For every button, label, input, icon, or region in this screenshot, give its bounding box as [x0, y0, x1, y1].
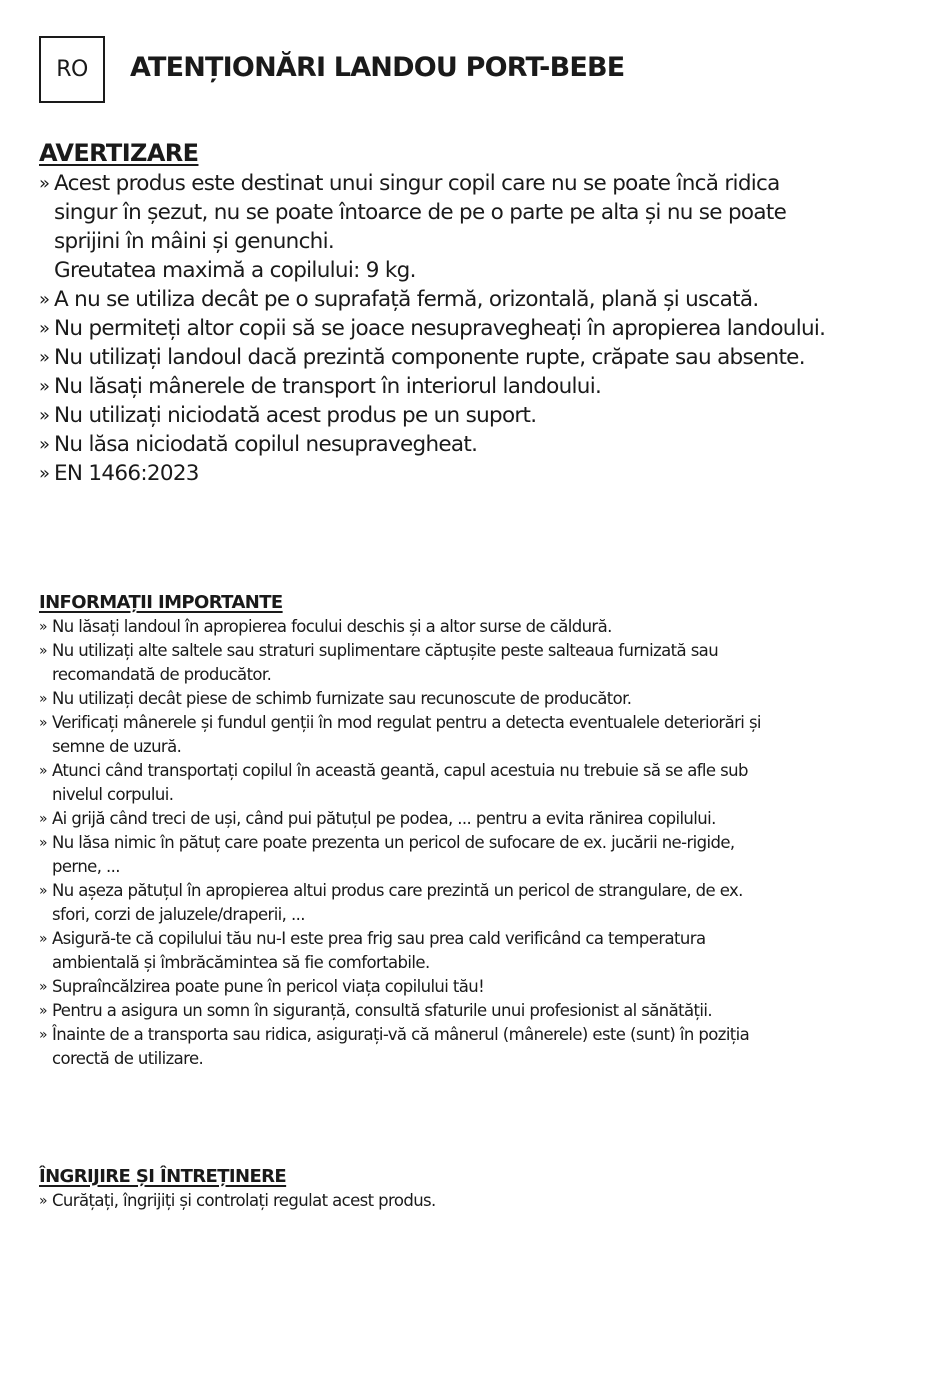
list-item-text-line: Nu lăsa nimic în pătuț care poate prezenta un pericol de sufocare de ex. jucării ne-rigide,	[52, 833, 735, 852]
list-item-text-line: singur în șezut, nu se poate întoarce de pe o parte pe alta și nu se poate	[54, 200, 787, 225]
warning-heading: AVERTIZARE	[39, 139, 199, 167]
bullet-marker: »	[39, 463, 50, 484]
bullet-marker: »	[39, 979, 47, 995]
list-item-text-line: Supraîncălzirea poate pune în pericol viața copilului tău!	[52, 977, 485, 996]
language-code: RO	[56, 57, 88, 82]
list-item-text-line: Greutatea maximă a copilului: 9 kg.	[54, 258, 416, 283]
care-maintenance-list	[39, 1189, 899, 1213]
list-item-text-line: Nu utilizați niciodată acest produs pe un suport.	[54, 403, 537, 428]
list-item	[39, 314, 929, 343]
list-item-text-line: Nu lăsați mânerele de transport în interiorul landoului.	[54, 374, 602, 399]
bullet-marker: »	[39, 318, 50, 339]
bullet-marker: »	[39, 763, 47, 779]
list-item	[39, 343, 929, 372]
list-item-text-line: Nu utilizați decât piese de schimb furnizate sau recunoscute de producător.	[52, 689, 632, 708]
list-item-text-line: Nu lăsați landoul în apropierea focului deschis și a altor surse de căldură.	[52, 617, 612, 636]
list-item-text-line: sfori, corzi de jaluzele/draperii, ...	[52, 905, 305, 924]
important-info-list	[39, 615, 899, 1071]
bullet-marker: »	[39, 1027, 47, 1043]
bullet-marker: »	[39, 434, 50, 455]
bullet-marker: »	[39, 835, 47, 851]
list-item	[39, 999, 899, 1023]
list-item-text-line: Înainte de a transporta sau ridica, asigurați-vă că mânerul (mânerele) este (sunt) în poziția	[52, 1025, 750, 1044]
list-item	[39, 759, 899, 807]
care-maintenance-heading: ÎNGRIJIRE ȘI ÎNTREȚINERE	[39, 1166, 287, 1187]
list-item	[39, 1023, 899, 1071]
list-item-text-line: nivelul corpului.	[52, 785, 174, 804]
list-item-text-line: Acest produs este destinat unui singur copil care nu se poate încă ridica	[54, 171, 780, 196]
bullet-marker: »	[39, 811, 47, 827]
list-item	[39, 879, 899, 927]
list-item-text-line: corectă de utilizare.	[52, 1049, 204, 1068]
bullet-marker: »	[39, 1003, 47, 1019]
language-code-box	[39, 36, 105, 103]
bullet-marker: »	[39, 173, 50, 194]
list-item	[39, 372, 929, 401]
care-maintenance-section	[39, 1165, 899, 1213]
list-item-text-line: sprijini în mâini și genunchi.	[54, 229, 335, 254]
list-item-text-line: Nu lăsa niciodată copilul nesupravegheat.	[54, 432, 478, 457]
list-item-text-line: Curățați, îngrijiți și controlați regulat acest produs.	[52, 1191, 436, 1210]
list-item-text-line: Asigură-te că copilului tău nu-I este prea frig sau prea cald verificând ca temperatura	[52, 929, 706, 948]
list-item	[39, 285, 929, 314]
list-item-text-line: ambientală și îmbrăcămintea să fie comfortabile.	[52, 953, 430, 972]
bullet-marker: »	[39, 931, 47, 947]
list-item-text-line: perne, ...	[52, 857, 120, 876]
bullet-marker: »	[39, 376, 50, 397]
list-item	[39, 639, 899, 687]
page-title: ATENȚIONĂRI LANDOU PORT-BEBE	[130, 52, 625, 83]
list-item	[39, 711, 899, 759]
list-item-text-line: Verificați mânerele și fundul genții în mod regulat pentru a detecta eventualele deteriorări și	[52, 713, 761, 732]
list-item-text-line: Pentru a asigura un somn în siguranță, consultă sfaturile unui profesionist al sănătății.	[52, 1001, 713, 1020]
list-item-text-line: semne de uzură.	[52, 737, 182, 756]
list-item-text-line: Nu utilizați alte saltele sau straturi suplimentare căptușite peste salteaua furnizată sau	[52, 641, 719, 660]
bullet-marker: »	[39, 405, 50, 426]
bullet-marker: »	[39, 883, 47, 899]
list-item-text-line: Atunci când transportați copilul în această geantă, capul acestuia nu trebuie să se afle sub	[52, 761, 748, 780]
bullet-marker: »	[39, 1193, 47, 1209]
bullet-marker: »	[39, 619, 47, 635]
list-item-text-line: Nu permiteți altor copii să se joace nesupravegheați în apropierea landoului.	[54, 316, 826, 341]
list-item-text-line: EN 1466:2023	[54, 461, 199, 486]
list-item-text-line: A nu se utiliza decât pe o suprafață fermă, orizontală, plană și uscată.	[54, 287, 759, 312]
list-item	[39, 459, 929, 488]
list-item-text-line: recomandată de producător.	[52, 665, 272, 684]
list-item-text-line: Ai grijă când treci de uși, când pui pătuțul pe podea, ... pentru a evita rănirea copilului.	[52, 809, 716, 828]
list-item	[39, 975, 899, 999]
list-item	[39, 169, 929, 285]
list-item	[39, 831, 899, 879]
list-item	[39, 1189, 899, 1213]
important-info-heading: INFORMAȚII IMPORTANTE	[39, 592, 283, 613]
bullet-marker: »	[39, 347, 50, 368]
bullet-marker: »	[39, 691, 47, 707]
bullet-marker: »	[39, 643, 47, 659]
bullet-marker: »	[39, 715, 47, 731]
list-item	[39, 927, 899, 975]
list-item	[39, 401, 929, 430]
list-item-text-line: Nu așeza pătuțul în apropierea altui produs care prezintă un pericol de strangulare, de ex.	[52, 881, 743, 900]
warning-section	[39, 137, 929, 488]
list-item	[39, 430, 929, 459]
warning-list	[39, 169, 929, 488]
bullet-marker: »	[39, 289, 50, 310]
list-item	[39, 615, 899, 639]
list-item	[39, 807, 899, 831]
list-item	[39, 687, 899, 711]
important-info-section	[39, 591, 899, 1071]
list-item-text-line: Nu utilizați landoul dacă prezintă componente rupte, crăpate sau absente.	[54, 345, 805, 370]
